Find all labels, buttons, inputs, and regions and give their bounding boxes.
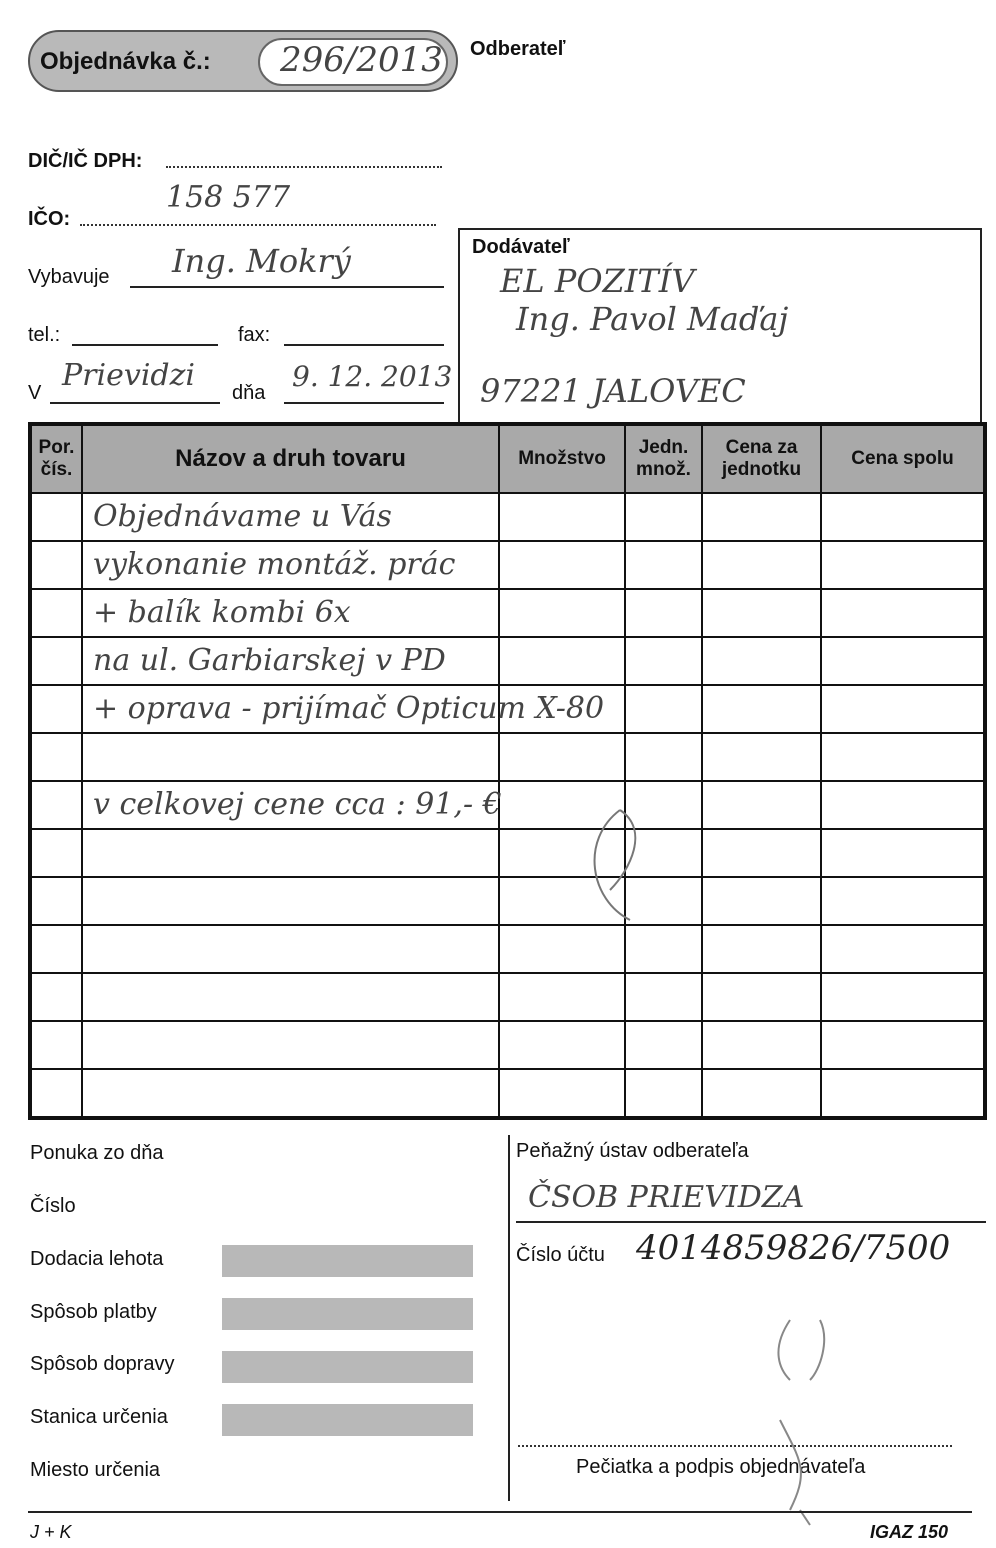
publisher-mark: J + K xyxy=(30,1522,72,1542)
cell-unit[interactable] xyxy=(625,925,702,973)
table-row xyxy=(30,637,985,685)
cell-unit-price[interactable] xyxy=(702,973,821,1021)
cell-total[interactable] xyxy=(821,541,985,589)
table-row xyxy=(30,1021,985,1069)
col-header-name: Názov a druh tovaru xyxy=(82,424,499,493)
cell-name[interactable]: + balík kombi 6x xyxy=(82,589,499,637)
cell-qty[interactable] xyxy=(499,637,625,685)
stamp-label: Pečiatka a podpis objednávateľa xyxy=(576,1456,866,1478)
cell-name[interactable] xyxy=(82,829,499,877)
cell-por[interactable] xyxy=(30,829,82,877)
cell-unit[interactable] xyxy=(625,1069,702,1118)
account-value: 4014859826/7500 xyxy=(636,1228,951,1268)
table-row xyxy=(30,877,985,925)
offer-date-label: Ponuka zo dňa xyxy=(30,1142,164,1164)
cell-total[interactable] xyxy=(821,781,985,829)
cell-por[interactable] xyxy=(30,1021,82,1069)
cell-name[interactable]: na ul. Garbiarskej v PD xyxy=(82,637,499,685)
cell-total[interactable] xyxy=(821,685,985,733)
cell-name[interactable]: Objednávame u Vás xyxy=(82,493,499,541)
station-field[interactable] xyxy=(222,1404,473,1436)
cell-unit-price[interactable] xyxy=(702,925,821,973)
cell-por[interactable] xyxy=(30,973,82,1021)
cell-qty[interactable] xyxy=(499,1069,625,1118)
cell-unit-price[interactable] xyxy=(702,589,821,637)
payment-field[interactable] xyxy=(222,1298,473,1330)
cell-unit-price[interactable] xyxy=(702,493,821,541)
supplier-label: Dodávateľ xyxy=(472,236,570,258)
cell-total[interactable] xyxy=(821,973,985,1021)
table-row xyxy=(30,733,985,781)
cell-unit-price[interactable] xyxy=(702,877,821,925)
table-body xyxy=(30,493,985,1118)
cell-por[interactable] xyxy=(30,589,82,637)
cell-qty[interactable] xyxy=(499,925,625,973)
cell-name[interactable] xyxy=(82,877,499,925)
cell-total[interactable] xyxy=(821,829,985,877)
fax-label: fax: xyxy=(238,324,271,346)
cell-total[interactable] xyxy=(821,925,985,973)
cell-por[interactable] xyxy=(30,685,82,733)
cell-unit-price[interactable] xyxy=(702,541,821,589)
table-row xyxy=(30,589,985,637)
cell-total[interactable] xyxy=(821,1021,985,1069)
cell-por[interactable] xyxy=(30,925,82,973)
col-header-qty: Množstvo xyxy=(499,424,625,493)
cell-por[interactable] xyxy=(30,781,82,829)
cell-name[interactable] xyxy=(82,1021,499,1069)
delivery-field[interactable] xyxy=(222,1245,473,1277)
stamp-line[interactable] xyxy=(518,1445,952,1447)
delivery-label: Dodacia lehota xyxy=(30,1248,164,1270)
bank-value: ČSOB PRIEVIDZA xyxy=(528,1180,805,1215)
table-row xyxy=(30,829,985,877)
account-label: Číslo účtu xyxy=(516,1244,605,1266)
cell-unit[interactable] xyxy=(625,973,702,1021)
cell-unit[interactable] xyxy=(625,685,702,733)
cell-total[interactable] xyxy=(821,1069,985,1118)
cell-qty[interactable] xyxy=(499,493,625,541)
order-number-value: 296/2013 xyxy=(280,40,443,80)
handled-by-value: Ing. Mokrý xyxy=(172,242,351,280)
cell-unit-price[interactable] xyxy=(702,781,821,829)
table-row xyxy=(30,973,985,1021)
col-header-unit: Jedn. množ. xyxy=(625,424,702,493)
ico-label: IČO: xyxy=(28,208,71,230)
cell-total[interactable] xyxy=(821,637,985,685)
handled-by-label: Vybavuje xyxy=(28,266,110,288)
dic-label: DIČ/IČ DPH: xyxy=(28,150,143,172)
payment-label: Spôsob platby xyxy=(30,1301,157,1323)
items-table xyxy=(28,422,987,1120)
cell-unit[interactable] xyxy=(625,541,702,589)
cell-total[interactable] xyxy=(821,733,985,781)
cell-unit-price[interactable] xyxy=(702,685,821,733)
signature-scribble xyxy=(560,800,680,930)
table-row xyxy=(30,781,985,829)
destination-label: Miesto určenia xyxy=(30,1459,161,1481)
cell-name[interactable] xyxy=(82,925,499,973)
table-row xyxy=(30,541,985,589)
transport-field[interactable] xyxy=(222,1351,473,1383)
cell-por[interactable] xyxy=(30,541,82,589)
cell-qty[interactable] xyxy=(499,1021,625,1069)
transport-label: Spôsob dopravy xyxy=(30,1353,175,1375)
cell-unit-price[interactable] xyxy=(702,1069,821,1118)
stamp-scribble xyxy=(760,1310,850,1530)
cell-unit[interactable] xyxy=(625,637,702,685)
table-row xyxy=(30,1069,985,1118)
number-label: Číslo xyxy=(30,1195,76,1217)
bank-label: Peňažný ústav odberateľa xyxy=(516,1140,749,1162)
table-header-row xyxy=(30,424,985,493)
cell-name[interactable] xyxy=(82,973,499,1021)
cell-por[interactable] xyxy=(30,877,82,925)
table-row xyxy=(30,493,985,541)
cell-total[interactable] xyxy=(821,877,985,925)
supplier-address: 97221 JALOVEC xyxy=(480,372,746,410)
cell-por[interactable] xyxy=(30,637,82,685)
cell-unit[interactable] xyxy=(625,589,702,637)
fax-field[interactable] xyxy=(284,324,444,346)
cell-unit-price[interactable] xyxy=(702,637,821,685)
cell-por[interactable] xyxy=(30,493,82,541)
cell-total[interactable] xyxy=(821,493,985,541)
date-label: dňa xyxy=(232,382,266,404)
customer-label: Odberateľ xyxy=(470,38,566,60)
cell-unit-price[interactable] xyxy=(702,1021,821,1069)
station-label: Stanica určenia xyxy=(30,1406,168,1428)
ico-value: 158 577 xyxy=(166,180,291,215)
form-code: IGAZ 150 xyxy=(870,1522,949,1542)
tel-label: tel.: xyxy=(28,324,61,346)
cell-unit[interactable] xyxy=(625,493,702,541)
supplier-contact: Ing. Pavol Maďaj xyxy=(516,300,789,338)
cell-name[interactable]: v celkovej cene cca : 91,- € xyxy=(82,781,499,829)
cell-name[interactable] xyxy=(82,733,499,781)
cell-unit-price[interactable] xyxy=(702,829,821,877)
cell-por[interactable] xyxy=(30,1069,82,1118)
dic-field[interactable] xyxy=(166,150,442,168)
col-header-unit-price: Cena za jednotku xyxy=(702,424,821,493)
cell-qty[interactable] xyxy=(499,733,625,781)
supplier-name: EL POZITÍV xyxy=(500,262,695,300)
date-value: 9. 12. 2013 xyxy=(292,360,453,393)
bottom-rule xyxy=(28,1511,972,1513)
footer-divider xyxy=(508,1135,510,1501)
cell-unit-price[interactable] xyxy=(702,733,821,781)
bank-underline xyxy=(516,1221,986,1223)
table-row xyxy=(30,925,985,973)
cell-por[interactable] xyxy=(30,733,82,781)
cell-name[interactable]: + oprava - prijímač Opticum X-80 xyxy=(82,685,499,733)
place-value: Prievidzi xyxy=(62,358,196,393)
cell-qty[interactable] xyxy=(499,589,625,637)
cell-name[interactable]: vykonanie montáž. prác xyxy=(82,541,499,589)
cell-unit[interactable] xyxy=(625,733,702,781)
col-header-por: Por. čís. xyxy=(30,424,82,493)
col-header-total: Cena spolu xyxy=(821,424,985,493)
tel-field[interactable] xyxy=(72,324,218,346)
cell-name[interactable] xyxy=(82,1069,499,1118)
place-label: V xyxy=(28,382,42,404)
cell-total[interactable] xyxy=(821,589,985,637)
order-label: Objednávka č.: xyxy=(40,48,211,75)
cell-qty[interactable] xyxy=(499,541,625,589)
cell-unit[interactable] xyxy=(625,1021,702,1069)
table-row xyxy=(30,685,985,733)
cell-qty[interactable] xyxy=(499,973,625,1021)
